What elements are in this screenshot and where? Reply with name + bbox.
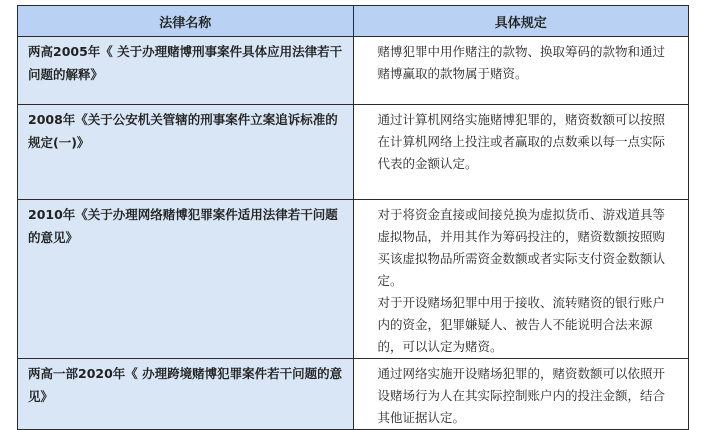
- rule-text: 通过计算机网络实施赌博犯罪的，赌资数额可以按照在计算机网络上投注或者赢取的点数乘以每一点实际代表的金额认定。: [377, 112, 666, 171]
- law-table-container: [17, 5, 689, 430]
- rule-cell: [353, 200, 689, 359]
- rule-text: 对于将资金直接或间接兑换为虚拟货币、游戏道具等虚拟物品，并用其作为筹码投注的，赌资数额按照购买该虚拟物品所需资金数额或者实际支付资金数额认定。: [377, 207, 666, 288]
- column-header-law-name: 法律名称: [18, 6, 354, 37]
- rule-cell: [353, 37, 689, 105]
- rule-text: 对于开设赌场犯罪中用于接收、流转赌资的银行账户内的资金，犯罪嫌疑人、被告人不能说明合法来源的，可以认定为赌资。: [377, 295, 666, 354]
- rule-text: 赌博犯罪中用作赌注的款物、换取筹码的款物和通过赌博赢取的款物属于赌资。: [377, 44, 666, 81]
- rule-cell: [353, 359, 689, 430]
- table-header-row: [18, 6, 689, 37]
- table-row: [18, 200, 689, 359]
- law-table: [17, 5, 689, 430]
- table-row: [18, 37, 689, 105]
- table-row: [18, 359, 689, 430]
- rule-cell: [353, 105, 689, 200]
- law-name-cell: 2008年《关于公安机关管辖的刑事案件立案追诉标准的规定(一)》: [18, 105, 354, 200]
- law-name-cell: 两高一部2020年《 办理跨境赌博犯罪案件若干问题的意见》: [18, 359, 354, 430]
- table-row: [18, 105, 689, 200]
- law-name-cell: 2010年《关于办理网络赌博犯罪案件适用法律若干问题的意见》: [18, 200, 354, 359]
- law-name-cell: 两高2005年《 关于办理赌博刑事案件具体应用法律若干问题的解释》: [18, 37, 354, 105]
- column-header-specific-rule: 具体规定: [353, 6, 689, 37]
- rule-text: 通过网络实施开设赌场犯罪的，赌资数额可以依照开设赌场行为人在其实际控制账户内的投注金额，结合其他证据认定。: [377, 366, 666, 425]
